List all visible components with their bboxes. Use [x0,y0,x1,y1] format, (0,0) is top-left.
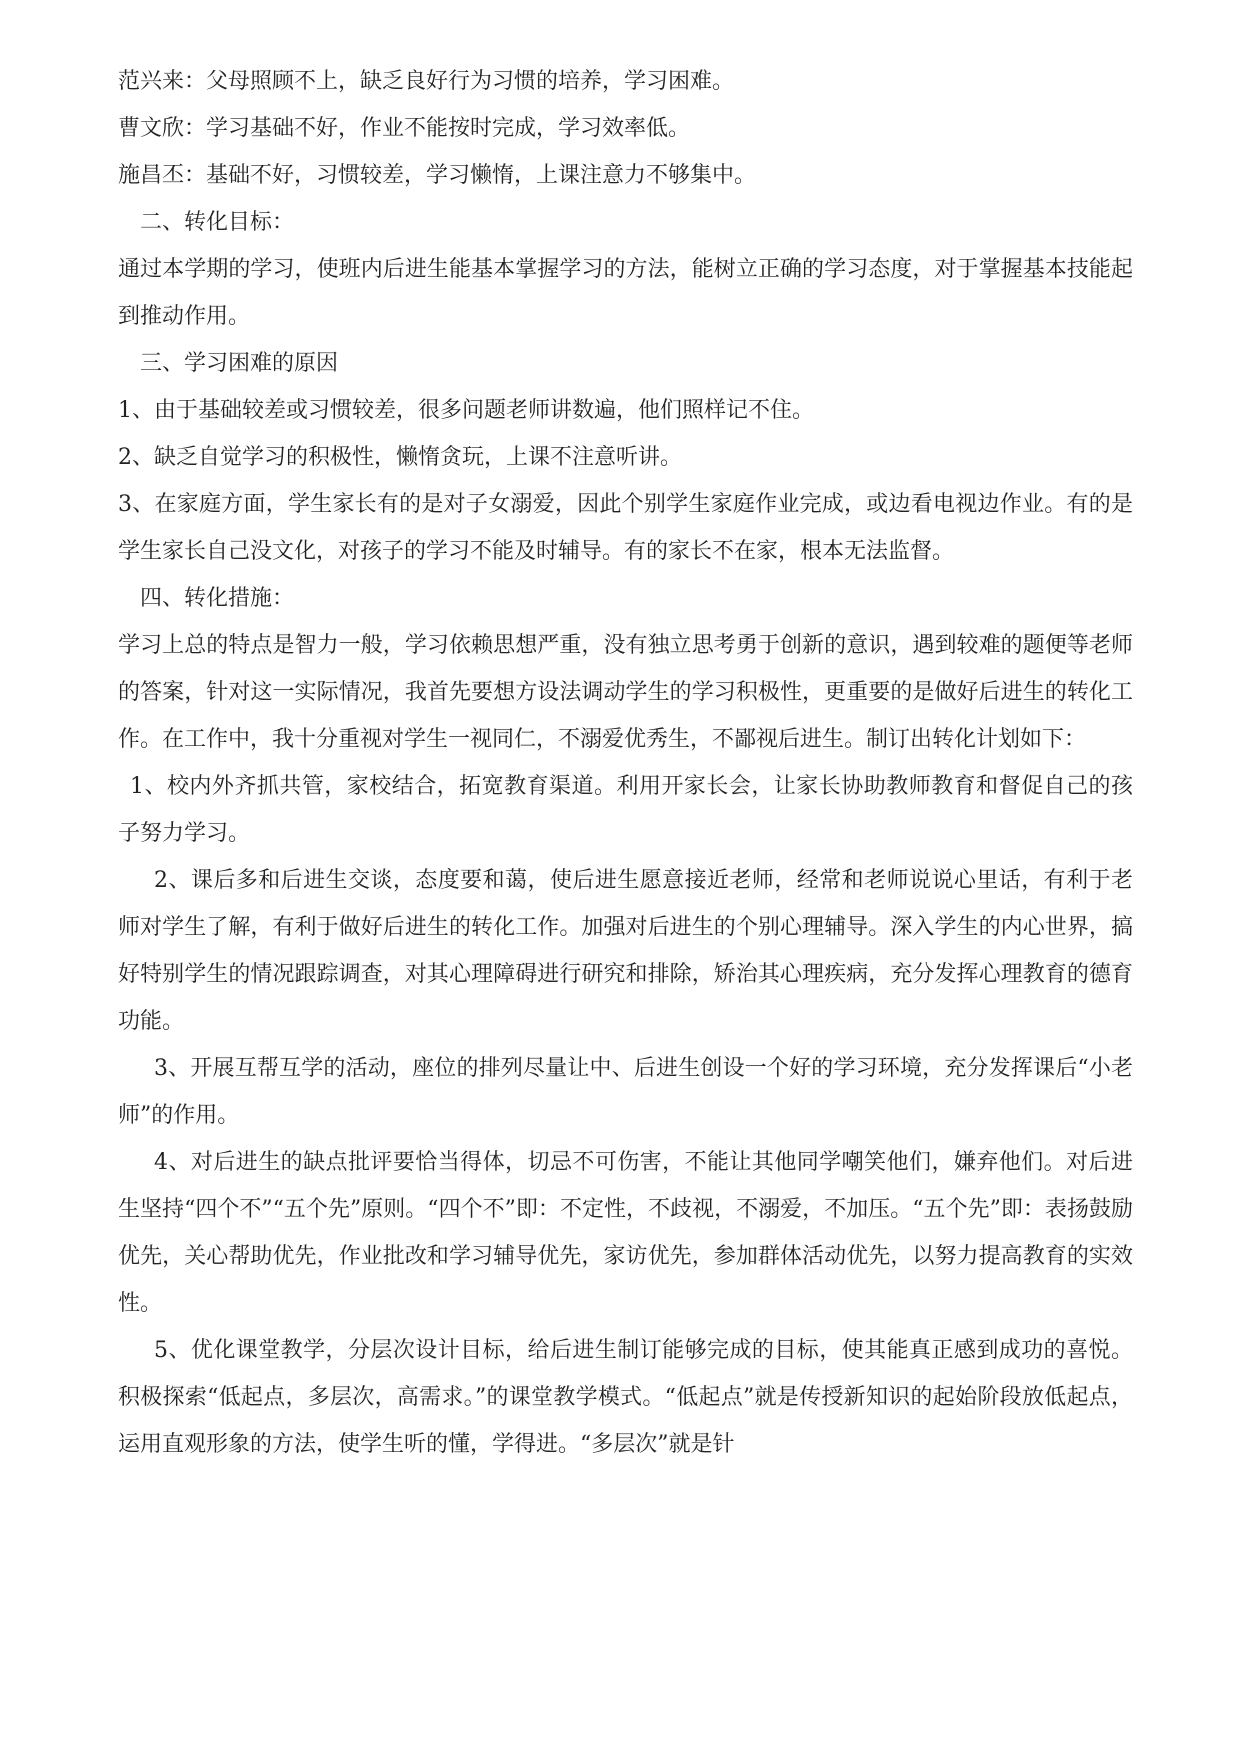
measure-item: 3、开展互帮互学的活动，座位的排列尽量让中、后进生创设一个好的学习环境，充分发挥课后“小老师”的作用。 [118,1056,1133,1128]
cause-item: 1、由于基础较差或习惯较差，很多问题老师讲数遍，他们照样记不住。 [118,398,814,423]
student-note-shi: 施昌丕：基础不好，习惯较差，学习懒惰，上课注意力不够集中。 [118,163,757,188]
goal-paragraph: 通过本学期的学习，使班内后进生能基本掌握学习的方法，能树立正确的学习态度，对于掌握基本技能起到推动作用。 [118,257,1133,329]
section-heading-causes: 三、学习困难的原因 [140,351,339,376]
document-body [118,58,1133,1468]
measure-item: 2、课后多和后进生交谈，态度要和蔼，使后进生愿意接近老师，经常和老师说说心里话，有利于老师对学生了解，有利于做好后进生的转化工作。加强对后进生的个别心理辅导。深入学生的内心世界，搞好特别学生的情况跟踪调查，对其心理障碍进行研究和排除，矫治其心理疾病，充分发挥心理教育的德育功能。 [118,868,1133,1034]
measure-item: 4、对后进生的缺点批评要恰当得体，切忌不可伤害，不能让其他同学嘲笑他们，嫌弃他们。对后进生坚持“四个不”“五个先”原则。“四个不”即：不定性，不歧视，不溺爱，不加压。“五个先”即：表扬鼓励优先，关心帮助优先，作业批改和学习辅导优先，家访优先，参加群体活动优先，以努力提高教育的实效性。 [118,1150,1133,1316]
cause-item: 2、缺乏自觉学习的积极性，懒惰贪玩，上课不注意听讲。 [118,445,682,470]
student-note-cao: 曹文欣：学习基础不好，作业不能按时完成，学习效率低。 [118,116,691,141]
section-heading-measures: 四、转化措施： [140,586,295,611]
section-heading-goal: 二、转化目标： [140,210,295,235]
student-note-fan: 范兴来：父母照顾不上，缺乏良好行为习惯的培养，学习困难。 [118,69,735,94]
measure-item: 5、优化课堂教学，分层次设计目标，给后进生制订能够完成的目标，使其能真正感到成功的喜悦。积极探索“低起点，多层次，高需求。”的课堂教学模式。“低起点”就是传授新知识的起始阶段放低起点，运用直观形象的方法，使学生听的懂，学得进。“多层次”就是针 [118,1338,1133,1457]
measure-item: 1、校内外齐抓共管，家校结合，拓宽教育渠道。利用开家长会，让家长协助教师教育和督促自己的孩子努力学习。 [118,774,1133,846]
measures-intro-paragraph: 学习上总的特点是智力一般，学习依赖思想严重，没有独立思考勇于创新的意识，遇到较难的题便等老师的答案，针对这一实际情况，我首先要想方设法调动学生的学习积极性，更重要的是做好后进生的转化工作。在工作中，我十分重视对学生一视同仁，不溺爱优秀生，不鄙视后进生。制订出转化计划如下： [118,633,1133,752]
cause-item: 3、在家庭方面，学生家长有的是对子女溺爱，因此个别学生家庭作业完成，或边看电视边作业。有的是学生家长自己没文化，对孩子的学习不能及时辅导。有的家长不在家，根本无法监督。 [118,492,1133,564]
